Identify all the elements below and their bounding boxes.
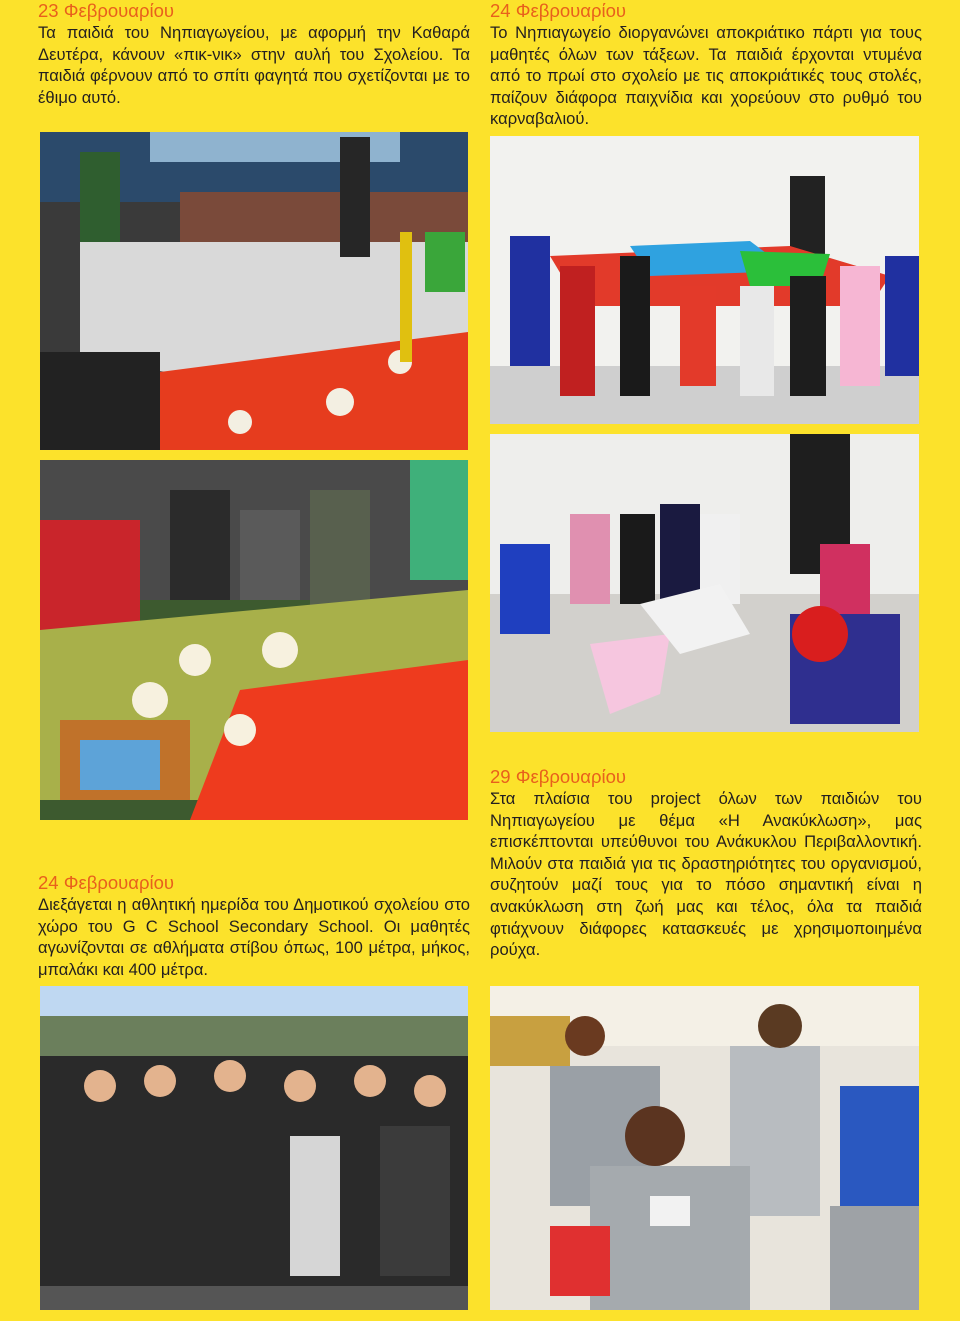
feb24-party-heading: 24 Φεβρουαρίου: [490, 0, 627, 21]
feb29-block: [490, 766, 922, 961]
feb24-party-block: [490, 0, 922, 130]
feb24-sports-text: Διεξάγεται η αθλητική ημερίδα του Δημοτικού σχολείου στο χώρο του G C School Secondary School. Οι μαθητές αγωνίζονται σε αθλήματα στίβου όπως, 100 μέτρα, μήκος, μπαλάκι και 400 μέτρα.: [38, 895, 470, 979]
feb24-sports-heading: 24 Φεβρουαρίου: [38, 872, 175, 893]
sports-day-photo: [40, 986, 468, 1310]
picnic-courtyard-photo: [40, 132, 468, 450]
carnival-parachute-photo: [490, 136, 919, 424]
carnival-floor-photo: [490, 434, 919, 732]
feb24-party-text: Το Νηπιαγωγείο διοργανώνει αποκριάτικο πάρτι για τους μαθητές όλων των τάξεων. Τα παιδιά έρχονται ντυμένα από το πρωί στο σχολείο με τις αποκριάτικές τους στολές, παίζουν διάφορα παιχνίδια και χορεύουν στο ρυθμό του καρναβαλιού.: [490, 23, 922, 129]
feb24-sports-block: [38, 872, 470, 980]
feb29-heading: 29 Φεβρουαρίου: [490, 766, 627, 787]
feb23-text: Τα παιδιά του Νηπιαγωγείου, με αφορμή την Καθαρά Δευτέρα, κάνουν «πικ-νικ» στην αυλή του Σχολείου. Τα παιδιά φέρνουν από το σπίτι φαγητά που σχετίζονται με το έθιμο αυτό.: [38, 23, 470, 107]
recycling-crafts-photo: [490, 986, 919, 1310]
feb23-heading: 23 Φεβρουαρίου: [38, 0, 175, 21]
picnic-food-photo: [40, 460, 468, 820]
feb29-text: Στα πλαίσια του project όλων των παιδιών του Νηπιαγωγείου με θέμα «Η Ανακύκλωση», μας επισκέπτονται υπεύθυνοι του Ανάκυκλου Περιβαλλοντική. Μιλούν στα παιδιά για τις δραστηριότητες του οργανισμού, συζητούν μαζί τους για το πόσο σημαντική είναι η ανακύκλωση στη ζωή μας και τέλος, όλα τα παιδιά φτιάχνουν διάφορες κατασκευές με χρησιμοποιημένα ρούχα.: [490, 789, 922, 960]
feb23-block: [38, 0, 470, 108]
